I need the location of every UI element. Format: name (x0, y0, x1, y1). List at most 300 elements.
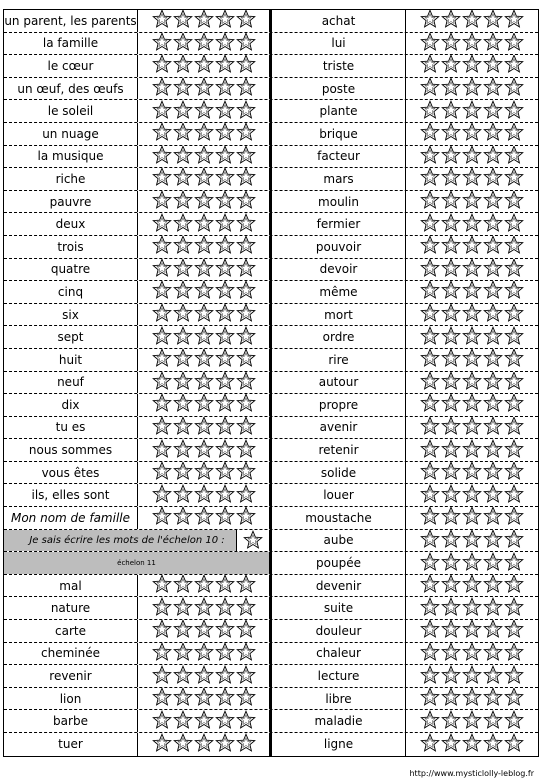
star-outline-icon[interactable] (194, 259, 214, 281)
star-outline-icon[interactable] (462, 304, 482, 326)
star-outline-icon[interactable] (483, 643, 503, 665)
star-outline-icon[interactable] (236, 462, 256, 484)
star-outline-icon[interactable] (173, 620, 193, 642)
star-outline-icon[interactable] (441, 123, 461, 145)
star-outline-icon[interactable] (236, 507, 256, 529)
star-outline-icon[interactable] (215, 417, 235, 439)
star-outline-icon[interactable] (504, 349, 524, 371)
star-outline-icon[interactable] (462, 417, 482, 439)
star-outline-icon[interactable] (483, 484, 503, 506)
star-outline-icon[interactable] (152, 100, 172, 122)
star-outline-icon[interactable] (194, 146, 214, 168)
star-outline-icon[interactable] (152, 281, 172, 303)
star-outline-icon[interactable] (215, 462, 235, 484)
star-outline-icon[interactable] (236, 349, 256, 371)
star-outline-icon[interactable] (483, 213, 503, 235)
star-outline-icon[interactable] (194, 100, 214, 122)
star-outline-icon[interactable] (504, 213, 524, 235)
star-outline-icon[interactable] (462, 349, 482, 371)
star-outline-icon[interactable] (483, 394, 503, 416)
star-outline-icon[interactable] (194, 78, 214, 100)
star-rating[interactable] (406, 304, 538, 326)
star-outline-icon[interactable] (483, 168, 503, 190)
star-outline-icon[interactable] (504, 372, 524, 394)
star-outline-icon[interactable] (173, 100, 193, 122)
star-rating[interactable] (138, 462, 272, 484)
star-outline-icon[interactable] (504, 665, 524, 687)
star-outline-icon[interactable] (483, 372, 503, 394)
star-outline-icon[interactable] (483, 55, 503, 77)
star-rating[interactable] (406, 688, 538, 710)
star-outline-icon[interactable] (173, 191, 193, 213)
star-rating[interactable] (138, 688, 272, 710)
star-outline-icon[interactable] (236, 168, 256, 190)
star-outline-icon[interactable] (420, 484, 440, 506)
star-rating[interactable] (406, 710, 538, 732)
star-outline-icon[interactable] (462, 439, 482, 461)
star-rating[interactable] (138, 168, 272, 190)
star-outline-icon[interactable] (441, 575, 461, 597)
star-outline-icon[interactable] (194, 417, 214, 439)
star-outline-icon[interactable] (483, 710, 503, 732)
star-outline-icon[interactable] (462, 688, 482, 710)
star-outline-icon[interactable] (215, 575, 235, 597)
star-outline-icon[interactable] (420, 733, 440, 756)
star-outline-icon[interactable] (441, 55, 461, 77)
star-rating[interactable] (406, 33, 538, 55)
star-rating[interactable] (406, 146, 538, 168)
star-outline-icon[interactable] (483, 304, 503, 326)
star-outline-icon[interactable] (420, 10, 440, 32)
star-outline-icon[interactable] (236, 281, 256, 303)
star-outline-icon[interactable] (152, 643, 172, 665)
star-outline-icon[interactable] (504, 191, 524, 213)
star-outline-icon[interactable] (420, 643, 440, 665)
star-outline-icon[interactable] (420, 236, 440, 258)
star-outline-icon[interactable] (462, 552, 482, 574)
star-outline-icon[interactable] (152, 394, 172, 416)
star-outline-icon[interactable] (462, 372, 482, 394)
star-outline-icon[interactable] (236, 597, 256, 619)
star-outline-icon[interactable] (441, 597, 461, 619)
star-outline-icon[interactable] (236, 530, 269, 552)
star-outline-icon[interactable] (504, 10, 524, 32)
star-outline-icon[interactable] (215, 643, 235, 665)
star-outline-icon[interactable] (236, 259, 256, 281)
star-outline-icon[interactable] (483, 620, 503, 642)
star-outline-icon[interactable] (236, 146, 256, 168)
star-rating[interactable] (138, 10, 272, 32)
star-outline-icon[interactable] (441, 100, 461, 122)
star-outline-icon[interactable] (504, 100, 524, 122)
star-outline-icon[interactable] (194, 665, 214, 687)
star-outline-icon[interactable] (504, 304, 524, 326)
star-outline-icon[interactable] (173, 733, 193, 756)
star-outline-icon[interactable] (462, 55, 482, 77)
star-rating[interactable] (138, 733, 272, 756)
star-outline-icon[interactable] (462, 665, 482, 687)
star-outline-icon[interactable] (194, 372, 214, 394)
star-outline-icon[interactable] (173, 259, 193, 281)
star-outline-icon[interactable] (483, 191, 503, 213)
star-outline-icon[interactable] (462, 643, 482, 665)
star-rating[interactable] (406, 326, 538, 348)
star-outline-icon[interactable] (236, 484, 256, 506)
star-outline-icon[interactable] (504, 462, 524, 484)
star-rating[interactable] (406, 55, 538, 77)
star-outline-icon[interactable] (173, 349, 193, 371)
star-outline-icon[interactable] (462, 191, 482, 213)
star-outline-icon[interactable] (420, 349, 440, 371)
star-rating[interactable] (138, 259, 272, 281)
star-rating[interactable] (406, 733, 538, 756)
star-rating[interactable] (406, 78, 538, 100)
star-outline-icon[interactable] (152, 372, 172, 394)
star-outline-icon[interactable] (441, 688, 461, 710)
star-outline-icon[interactable] (504, 78, 524, 100)
star-outline-icon[interactable] (504, 417, 524, 439)
star-outline-icon[interactable] (215, 326, 235, 348)
star-outline-icon[interactable] (441, 259, 461, 281)
star-outline-icon[interactable] (152, 665, 172, 687)
star-outline-icon[interactable] (215, 168, 235, 190)
star-rating[interactable] (406, 439, 538, 461)
star-outline-icon[interactable] (420, 665, 440, 687)
star-outline-icon[interactable] (441, 191, 461, 213)
star-outline-icon[interactable] (420, 530, 440, 552)
star-outline-icon[interactable] (194, 733, 214, 756)
star-outline-icon[interactable] (194, 191, 214, 213)
star-outline-icon[interactable] (441, 643, 461, 665)
star-outline-icon[interactable] (441, 710, 461, 732)
star-outline-icon[interactable] (462, 710, 482, 732)
star-outline-icon[interactable] (194, 462, 214, 484)
star-outline-icon[interactable] (462, 733, 482, 756)
star-rating[interactable] (406, 484, 538, 506)
star-outline-icon[interactable] (173, 78, 193, 100)
star-outline-icon[interactable] (483, 78, 503, 100)
star-outline-icon[interactable] (462, 575, 482, 597)
star-outline-icon[interactable] (504, 507, 524, 529)
star-outline-icon[interactable] (504, 710, 524, 732)
star-outline-icon[interactable] (420, 688, 440, 710)
star-rating[interactable] (138, 123, 272, 145)
star-rating[interactable] (138, 575, 272, 597)
star-rating[interactable] (138, 100, 272, 122)
star-outline-icon[interactable] (462, 146, 482, 168)
star-outline-icon[interactable] (236, 643, 256, 665)
star-outline-icon[interactable] (194, 326, 214, 348)
star-outline-icon[interactable] (215, 281, 235, 303)
star-outline-icon[interactable] (194, 55, 214, 77)
star-outline-icon[interactable] (483, 417, 503, 439)
star-outline-icon[interactable] (194, 394, 214, 416)
star-outline-icon[interactable] (441, 530, 461, 552)
star-outline-icon[interactable] (152, 349, 172, 371)
star-rating[interactable] (138, 33, 272, 55)
star-outline-icon[interactable] (152, 575, 172, 597)
star-outline-icon[interactable] (420, 417, 440, 439)
star-rating[interactable] (138, 620, 272, 642)
star-outline-icon[interactable] (504, 597, 524, 619)
star-outline-icon[interactable] (420, 372, 440, 394)
star-outline-icon[interactable] (441, 78, 461, 100)
star-outline-icon[interactable] (173, 643, 193, 665)
star-outline-icon[interactable] (441, 213, 461, 235)
star-outline-icon[interactable] (441, 439, 461, 461)
star-rating[interactable] (406, 123, 538, 145)
star-outline-icon[interactable] (441, 417, 461, 439)
star-rating[interactable] (406, 462, 538, 484)
star-outline-icon[interactable] (420, 168, 440, 190)
star-outline-icon[interactable] (236, 78, 256, 100)
star-outline-icon[interactable] (420, 100, 440, 122)
star-rating[interactable] (406, 417, 538, 439)
star-outline-icon[interactable] (152, 326, 172, 348)
star-outline-icon[interactable] (152, 688, 172, 710)
star-outline-icon[interactable] (173, 123, 193, 145)
star-outline-icon[interactable] (194, 33, 214, 55)
star-outline-icon[interactable] (152, 417, 172, 439)
star-rating[interactable] (138, 55, 272, 77)
star-outline-icon[interactable] (504, 688, 524, 710)
star-outline-icon[interactable] (215, 484, 235, 506)
star-outline-icon[interactable] (152, 710, 172, 732)
star-outline-icon[interactable] (236, 417, 256, 439)
star-outline-icon[interactable] (462, 507, 482, 529)
star-outline-icon[interactable] (483, 123, 503, 145)
star-outline-icon[interactable] (152, 304, 172, 326)
star-outline-icon[interactable] (420, 394, 440, 416)
star-outline-icon[interactable] (462, 10, 482, 32)
star-outline-icon[interactable] (483, 281, 503, 303)
star-rating[interactable] (406, 530, 538, 552)
star-outline-icon[interactable] (483, 507, 503, 529)
star-outline-icon[interactable] (462, 462, 482, 484)
star-outline-icon[interactable] (173, 33, 193, 55)
star-outline-icon[interactable] (152, 213, 172, 235)
star-outline-icon[interactable] (462, 281, 482, 303)
star-outline-icon[interactable] (194, 620, 214, 642)
star-outline-icon[interactable] (504, 55, 524, 77)
star-outline-icon[interactable] (173, 688, 193, 710)
star-outline-icon[interactable] (504, 259, 524, 281)
star-outline-icon[interactable] (194, 484, 214, 506)
star-outline-icon[interactable] (152, 191, 172, 213)
star-outline-icon[interactable] (420, 304, 440, 326)
star-outline-icon[interactable] (441, 326, 461, 348)
star-outline-icon[interactable] (236, 10, 256, 32)
star-rating[interactable] (138, 304, 272, 326)
star-outline-icon[interactable] (420, 439, 440, 461)
star-outline-icon[interactable] (441, 733, 461, 756)
star-outline-icon[interactable] (173, 665, 193, 687)
star-rating[interactable] (138, 78, 272, 100)
star-outline-icon[interactable] (483, 33, 503, 55)
star-rating[interactable] (138, 665, 272, 687)
star-rating[interactable] (138, 146, 272, 168)
star-outline-icon[interactable] (441, 507, 461, 529)
star-outline-icon[interactable] (420, 620, 440, 642)
star-outline-icon[interactable] (420, 33, 440, 55)
star-outline-icon[interactable] (420, 326, 440, 348)
star-outline-icon[interactable] (236, 620, 256, 642)
star-outline-icon[interactable] (483, 236, 503, 258)
star-outline-icon[interactable] (173, 281, 193, 303)
star-rating[interactable] (138, 507, 272, 529)
star-rating[interactable] (406, 213, 538, 235)
star-outline-icon[interactable] (441, 236, 461, 258)
star-outline-icon[interactable] (215, 439, 235, 461)
star-outline-icon[interactable] (152, 146, 172, 168)
star-outline-icon[interactable] (483, 733, 503, 756)
star-outline-icon[interactable] (194, 213, 214, 235)
star-rating[interactable] (406, 236, 538, 258)
star-rating[interactable] (138, 439, 272, 461)
star-outline-icon[interactable] (215, 123, 235, 145)
star-rating[interactable] (138, 710, 272, 732)
star-outline-icon[interactable] (173, 462, 193, 484)
star-outline-icon[interactable] (173, 146, 193, 168)
star-outline-icon[interactable] (173, 439, 193, 461)
star-rating[interactable] (406, 191, 538, 213)
star-outline-icon[interactable] (441, 168, 461, 190)
star-outline-icon[interactable] (462, 394, 482, 416)
star-outline-icon[interactable] (194, 349, 214, 371)
star-outline-icon[interactable] (194, 10, 214, 32)
star-outline-icon[interactable] (420, 507, 440, 529)
star-outline-icon[interactable] (215, 733, 235, 756)
star-rating[interactable] (406, 168, 538, 190)
star-outline-icon[interactable] (152, 123, 172, 145)
star-outline-icon[interactable] (441, 281, 461, 303)
star-outline-icon[interactable] (441, 349, 461, 371)
star-outline-icon[interactable] (420, 123, 440, 145)
star-outline-icon[interactable] (152, 10, 172, 32)
star-outline-icon[interactable] (462, 123, 482, 145)
star-outline-icon[interactable] (152, 259, 172, 281)
star-outline-icon[interactable] (236, 304, 256, 326)
star-outline-icon[interactable] (152, 462, 172, 484)
star-outline-icon[interactable] (462, 236, 482, 258)
star-outline-icon[interactable] (441, 484, 461, 506)
star-outline-icon[interactable] (420, 191, 440, 213)
star-outline-icon[interactable] (483, 100, 503, 122)
star-outline-icon[interactable] (215, 213, 235, 235)
star-outline-icon[interactable] (194, 643, 214, 665)
star-outline-icon[interactable] (462, 168, 482, 190)
star-outline-icon[interactable] (462, 530, 482, 552)
star-outline-icon[interactable] (462, 213, 482, 235)
star-outline-icon[interactable] (236, 394, 256, 416)
star-outline-icon[interactable] (152, 33, 172, 55)
star-outline-icon[interactable] (173, 372, 193, 394)
star-outline-icon[interactable] (420, 146, 440, 168)
star-outline-icon[interactable] (236, 710, 256, 732)
star-outline-icon[interactable] (236, 236, 256, 258)
star-outline-icon[interactable] (483, 530, 503, 552)
star-outline-icon[interactable] (173, 417, 193, 439)
star-outline-icon[interactable] (236, 100, 256, 122)
star-rating[interactable] (138, 372, 272, 394)
star-rating[interactable] (138, 597, 272, 619)
star-rating[interactable] (138, 643, 272, 665)
star-outline-icon[interactable] (173, 597, 193, 619)
star-outline-icon[interactable] (215, 349, 235, 371)
star-rating[interactable] (406, 665, 538, 687)
star-rating[interactable] (138, 191, 272, 213)
star-outline-icon[interactable] (504, 281, 524, 303)
star-outline-icon[interactable] (504, 552, 524, 574)
star-rating[interactable] (406, 597, 538, 619)
star-outline-icon[interactable] (483, 597, 503, 619)
star-outline-icon[interactable] (194, 688, 214, 710)
star-outline-icon[interactable] (462, 33, 482, 55)
star-outline-icon[interactable] (215, 236, 235, 258)
star-outline-icon[interactable] (483, 665, 503, 687)
star-outline-icon[interactable] (441, 304, 461, 326)
star-outline-icon[interactable] (194, 710, 214, 732)
star-rating[interactable] (406, 10, 538, 32)
star-outline-icon[interactable] (462, 620, 482, 642)
star-outline-icon[interactable] (194, 281, 214, 303)
star-outline-icon[interactable] (504, 326, 524, 348)
star-outline-icon[interactable] (173, 575, 193, 597)
star-rating[interactable] (406, 372, 538, 394)
star-rating[interactable] (406, 507, 538, 529)
star-outline-icon[interactable] (483, 10, 503, 32)
star-outline-icon[interactable] (483, 552, 503, 574)
star-rating[interactable] (138, 349, 272, 371)
star-outline-icon[interactable] (215, 597, 235, 619)
star-rating[interactable] (406, 100, 538, 122)
star-outline-icon[interactable] (462, 597, 482, 619)
star-rating[interactable] (138, 236, 272, 258)
star-outline-icon[interactable] (173, 507, 193, 529)
star-outline-icon[interactable] (215, 146, 235, 168)
star-outline-icon[interactable] (504, 168, 524, 190)
star-outline-icon[interactable] (420, 213, 440, 235)
star-outline-icon[interactable] (194, 304, 214, 326)
star-outline-icon[interactable] (215, 10, 235, 32)
star-outline-icon[interactable] (504, 236, 524, 258)
star-outline-icon[interactable] (215, 259, 235, 281)
star-outline-icon[interactable] (420, 281, 440, 303)
star-outline-icon[interactable] (215, 100, 235, 122)
star-outline-icon[interactable] (194, 123, 214, 145)
star-outline-icon[interactable] (483, 688, 503, 710)
star-outline-icon[interactable] (504, 394, 524, 416)
star-outline-icon[interactable] (441, 146, 461, 168)
star-outline-icon[interactable] (173, 484, 193, 506)
star-outline-icon[interactable] (441, 394, 461, 416)
star-outline-icon[interactable] (236, 439, 256, 461)
star-outline-icon[interactable] (173, 55, 193, 77)
star-rating[interactable] (406, 394, 538, 416)
star-outline-icon[interactable] (504, 484, 524, 506)
star-outline-icon[interactable] (152, 507, 172, 529)
star-outline-icon[interactable] (483, 326, 503, 348)
star-outline-icon[interactable] (215, 304, 235, 326)
star-outline-icon[interactable] (173, 394, 193, 416)
star-outline-icon[interactable] (152, 168, 172, 190)
star-outline-icon[interactable] (236, 665, 256, 687)
star-outline-icon[interactable] (173, 213, 193, 235)
star-outline-icon[interactable] (215, 78, 235, 100)
star-outline-icon[interactable] (420, 78, 440, 100)
star-outline-icon[interactable] (504, 33, 524, 55)
star-outline-icon[interactable] (236, 213, 256, 235)
